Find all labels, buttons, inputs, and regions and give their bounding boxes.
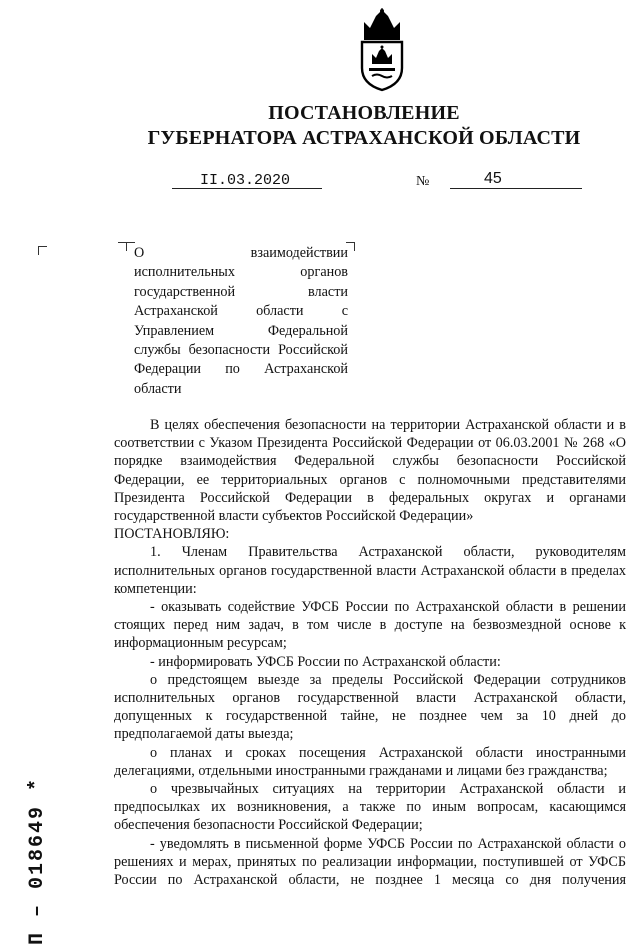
number-sign: №	[416, 174, 430, 189]
document-body	[114, 416, 626, 889]
preamble-paragraph: В целях обеспечения безопасности на территории Астраханской области и в соответствии с Указом Президента Российской Федерации от 06.03.2001 № 268 «О порядке взаимодействия Федеральной службы безопасности Российской Федерации, ее территориальных органов с полномочными представителями Президента Российской Федерации в федеральных округах и органами государственной власти субъектов Российской Федерации»	[114, 417, 626, 525]
body-paragraph: о предстоящем выезде за пределы Российской Федерации сотрудников исполнительных органов государственной власти Астраханской области, допущенных к государственной тайне, не позднее чем за 10 дней до предполагаемой даты выезда;	[114, 671, 626, 743]
body-paragraph: - оказывать содействие УФСБ России по Астраханской области в решении стоящих перед ним задач, в том числе в доступе на безвозмездной основе к информационным ресурсам;	[114, 599, 626, 652]
issuer-title: ГУБЕРНАТОРА АСТРАХАНСКОЙ ОБЛАСТИ	[147, 127, 581, 149]
date-underline	[172, 188, 322, 189]
body-paragraph: о планах и сроках посещения Астраханской области иностранными делегациями, отдельными иностранными гражданами и лицами без гражданства;	[114, 744, 626, 779]
body-paragraph: 1. Членам Правительства Астраханской области, руководителям исполнительных органов государственной власти Астраханской области в пределах компетенции:	[114, 544, 626, 597]
coat-of-arms-icon	[352, 8, 412, 92]
document-date: II.03.2020	[200, 172, 291, 189]
number-underline	[450, 188, 582, 189]
body-paragraph: - уведомлять в письменной форме УФСБ России по Астраханской области о решениях и мерах, принятых по реализации информации, поступившей от УФСБ России по Астраханской области, не позднее 1 месяца со дня получения	[114, 835, 626, 889]
corner-mark-left	[38, 246, 47, 255]
document-number: 45	[484, 170, 502, 187]
decree-word: ПОСТАНОВЛЯЮ:	[114, 526, 230, 543]
document-type-title: ПОСТАНОВЛЕНИЕ	[268, 102, 460, 124]
body-paragraph: о чрезвычайных ситуациях на территории Астраханской области и предпосылках их возникновения, а также по иным вопросам, касающимся обеспечения безопасности Российской Федерации;	[114, 781, 626, 834]
body-paragraph: - информировать УФСБ России по Астраханской области:	[150, 653, 501, 670]
form-serial-number: П – 018649 *	[26, 776, 49, 945]
document-subject: О взаимодействии исполнительных органов государственной власти Астраханской области с Управлением Федеральной службы безопасности Российской Федерации по Астраханской области	[134, 245, 348, 397]
